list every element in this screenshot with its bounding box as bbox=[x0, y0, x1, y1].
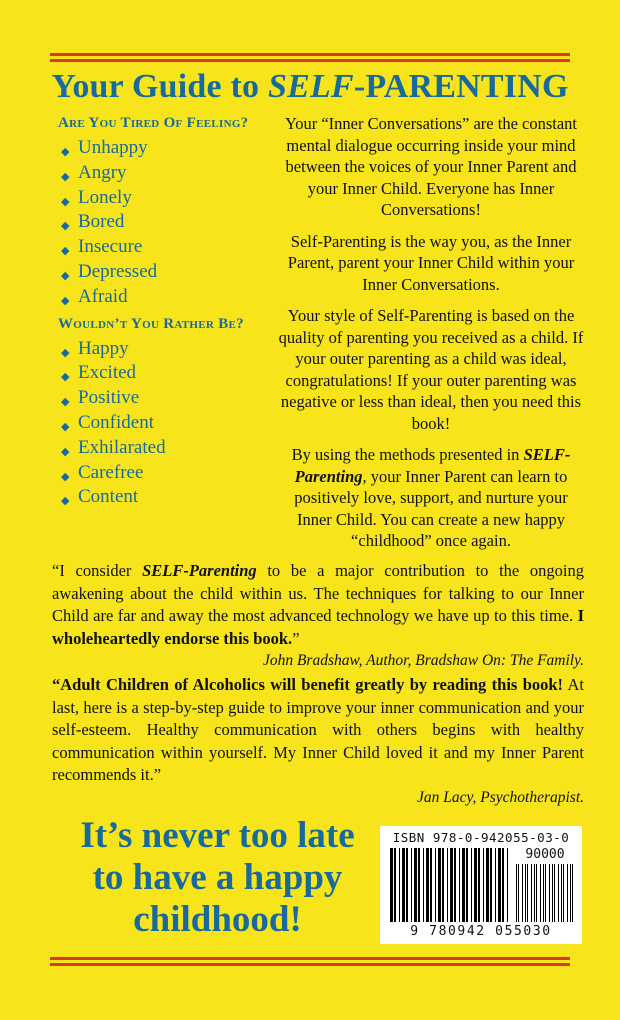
isbn-barcode bbox=[380, 826, 582, 944]
bradshaw-testimonial: “I consider SELF-Parenting to be a major contribution to the ongoing awakening about the child within us. The techniques for talking to our Inner Child are far and away the most advanced technology we have up to this time. I wholeheartedly endorse this book.” John Bradshaw, Author, Bradshaw On: The Family. bbox=[52, 560, 584, 673]
bradshaw-attribution: John Bradshaw, Author, Bradshaw On: The Family. bbox=[262, 652, 584, 669]
top-rule bbox=[50, 53, 570, 63]
diamond-bullet-icon: ◆ bbox=[61, 470, 70, 483]
diamond-bullet-icon: ◆ bbox=[61, 146, 70, 158]
description-column bbox=[275, 113, 587, 562]
price-code: 90000 bbox=[525, 847, 565, 862]
diamond-bullet-icon: ◆ bbox=[61, 495, 70, 508]
diamond-bullet-icon: ◆ bbox=[61, 245, 70, 258]
list-item: ◆ Content bbox=[58, 485, 268, 510]
list-item: ◆ Confident bbox=[58, 411, 268, 436]
diamond-bullet-icon: ◆ bbox=[61, 294, 70, 307]
diamond-bullet-icon: ◆ bbox=[61, 420, 70, 433]
paragraph-self-parenting: Self-Parenting is the way you, as the Inner Parent, parent your Inner Child within your Inner Conversations. bbox=[287, 231, 575, 294]
diamond-bullet-icon: ◆ bbox=[61, 170, 70, 183]
isbn-number: ISBN 978-0-942055-03-0 bbox=[392, 830, 570, 845]
diamond-bullet-icon: ◆ bbox=[61, 371, 70, 384]
list-item: ◆ Excited bbox=[58, 361, 268, 386]
diamond-bullet-icon: ◆ bbox=[61, 220, 70, 233]
ean-number: 9 780942 055030 bbox=[410, 924, 552, 939]
list-item: ◆ Angry bbox=[58, 161, 268, 186]
diamond-bullet-icon: ◆ bbox=[61, 195, 70, 208]
list-item: ◆ Positive bbox=[58, 386, 268, 411]
rather-heading: Wouldn’t You Rather Be? bbox=[58, 315, 244, 332]
left-column bbox=[58, 115, 268, 510]
list-item: ◆ Exhilarated bbox=[58, 436, 268, 461]
paragraph-methods: By using the methods presented in SELF-Parenting, your Inner Parent can learn to positively love, support, and nurture your Inner Child. You can create a new happy “childhood” once again. bbox=[291, 445, 571, 550]
lacy-attribution: Jan Lacy, Psychotherapist. bbox=[416, 788, 584, 806]
list-item: ◆ Depressed bbox=[58, 260, 268, 285]
page-title: Your Guide to SELF-PARENTING bbox=[51, 68, 569, 105]
diamond-bullet-icon: ◆ bbox=[61, 396, 70, 409]
slogan: It’s never too late to have a happy childhood! bbox=[80, 815, 355, 940]
diamond-bullet-icon: ◆ bbox=[61, 346, 70, 359]
list-item: ◆ Carefree bbox=[58, 461, 268, 486]
list-item: ◆ Happy bbox=[58, 337, 268, 362]
feeling-list bbox=[58, 136, 268, 310]
paragraph-inner-conversations: Your “Inner Conversations” are the constant mental dialogue occurring inside your mind between the voices of your Inner Parent and your Inner Child. Everyone has Inner Conversations! bbox=[284, 114, 578, 219]
paragraph-style: Your style of Self-Parenting is based on the quality of parenting you received as a child. If your outer parenting as a child was ideal, congratulations! If your outer parenting was negative or less than ideal, then you need this book! bbox=[278, 306, 584, 433]
feeling-heading: Are You Tired Of Feeling? bbox=[58, 115, 249, 131]
list-item: ◆ Insecure bbox=[58, 235, 268, 260]
diamond-bullet-icon: ◆ bbox=[61, 269, 70, 282]
diamond-bullet-icon: ◆ bbox=[61, 445, 70, 458]
list-item: ◆ Bored bbox=[58, 210, 268, 235]
list-item: ◆ Afraid bbox=[58, 285, 268, 310]
lacy-testimonial: “Adult Children of Alcoholics will benefit greatly by reading this book! At last, here is a step-by-step guide to improve your inner communication and your self-esteem. Healthy communication with others begins with healthy communication within yourself. My Inner Child loved it and my Inner Parent recommends it.” Jan Lacy, Psychotherapist. bbox=[52, 674, 584, 809]
list-item: ◆ Unhappy bbox=[58, 136, 268, 161]
rather-list bbox=[58, 337, 268, 511]
list-item: ◆ Lonely bbox=[58, 186, 268, 211]
bottom-rule bbox=[50, 957, 570, 967]
